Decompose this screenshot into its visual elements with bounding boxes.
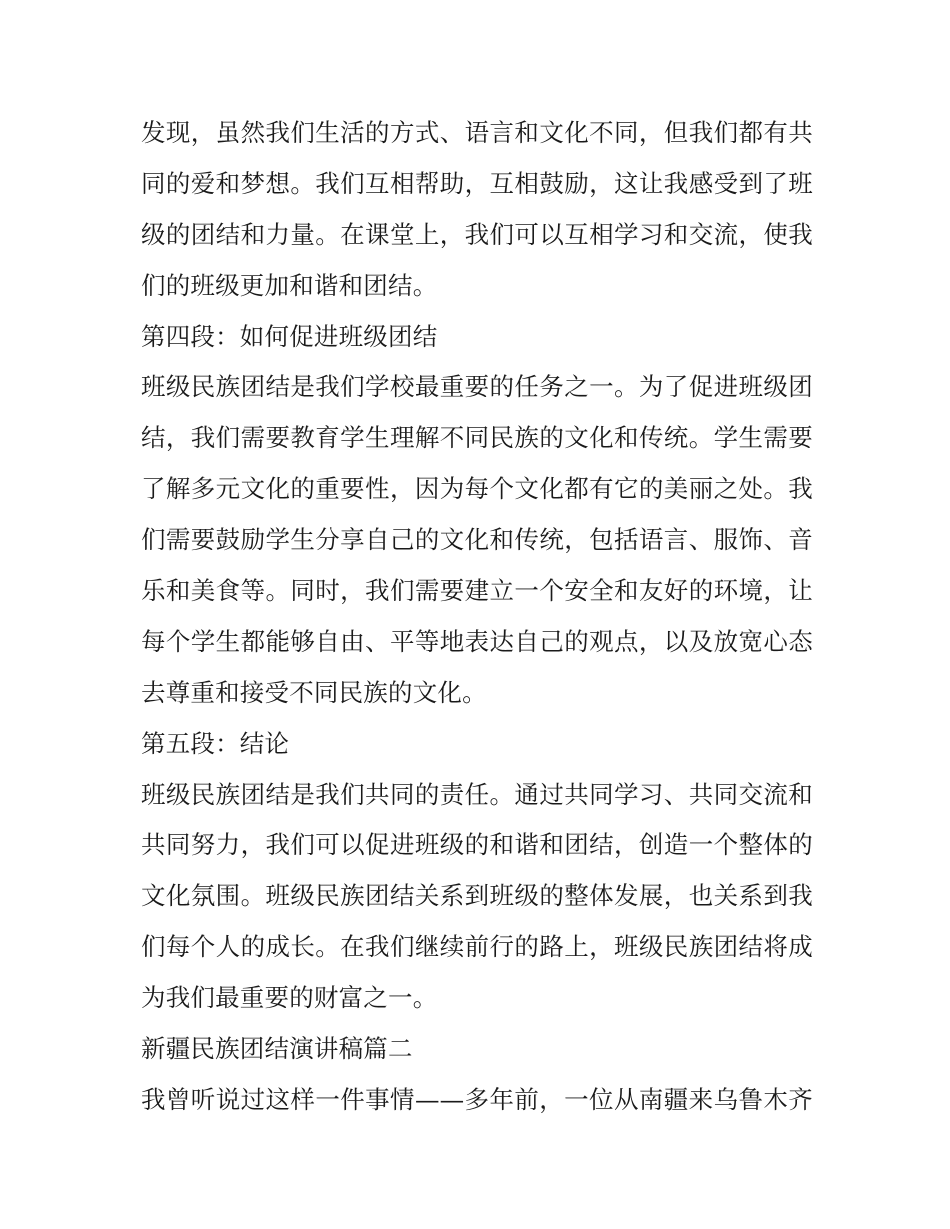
text-line-6: 班级民族团结是我们学校最重要的任务之一。为了促进班级团 [141, 372, 813, 402]
section-heading-4: 第四段：如何促进班级团结 [141, 321, 438, 351]
section-heading-5: 第五段：结论 [141, 728, 290, 758]
text-line-9: 们需要鼓励学生分享自己的文化和传统，包括语言、服饰、音 [141, 525, 813, 555]
text-line-1: 发现，虽然我们生活的方式、语言和文化不同，但我们都有共 [141, 118, 813, 147]
text-line-18: 为我们最重要的财富之一。 [141, 983, 438, 1013]
text-line-4: 们的班级更加和谐和团结。 [141, 270, 438, 300]
text-line-2: 同的爱和梦想。我们互相帮助，互相鼓励，这让我感受到了班 [141, 168, 813, 198]
document-body [141, 108, 813, 1126]
text-line-7: 结，我们需要教育学生理解不同民族的文化和传统。学生需要 [141, 423, 813, 453]
text-line-3: 级的团结和力量。在课堂上，我们可以互相学习和交流，使我 [141, 219, 813, 249]
text-line-15: 共同努力，我们可以促进班级的和谐和团结，创造一个整体的 [141, 830, 813, 860]
text-line-11: 每个学生都能够自由、平等地表达自己的观点，以及放宽心态 [141, 626, 813, 656]
text-line-20: 我曾听说过这样一件事情——多年前，一位从南疆来乌鲁木齐 [141, 1084, 813, 1114]
text-line-12: 去尊重和接受不同民族的文化。 [141, 677, 487, 707]
text-line-14: 班级民族团结是我们共同的责任。通过共同学习、共同交流和 [141, 779, 813, 809]
text-line-10: 乐和美食等。同时，我们需要建立一个安全和友好的环境，让 [141, 576, 813, 606]
text-line-16: 文化氛围。班级民族团结关系到班级的整体发展，也关系到我 [141, 881, 813, 911]
text-line-8: 了解多元文化的重要性，因为每个文化都有它的美丽之处。我 [141, 474, 813, 504]
text-line-17: 们每个人的成长。在我们继续前行的路上，班级民族团结将成 [141, 932, 813, 962]
article-title: 新疆民族团结演讲稿篇二 [141, 1034, 413, 1064]
